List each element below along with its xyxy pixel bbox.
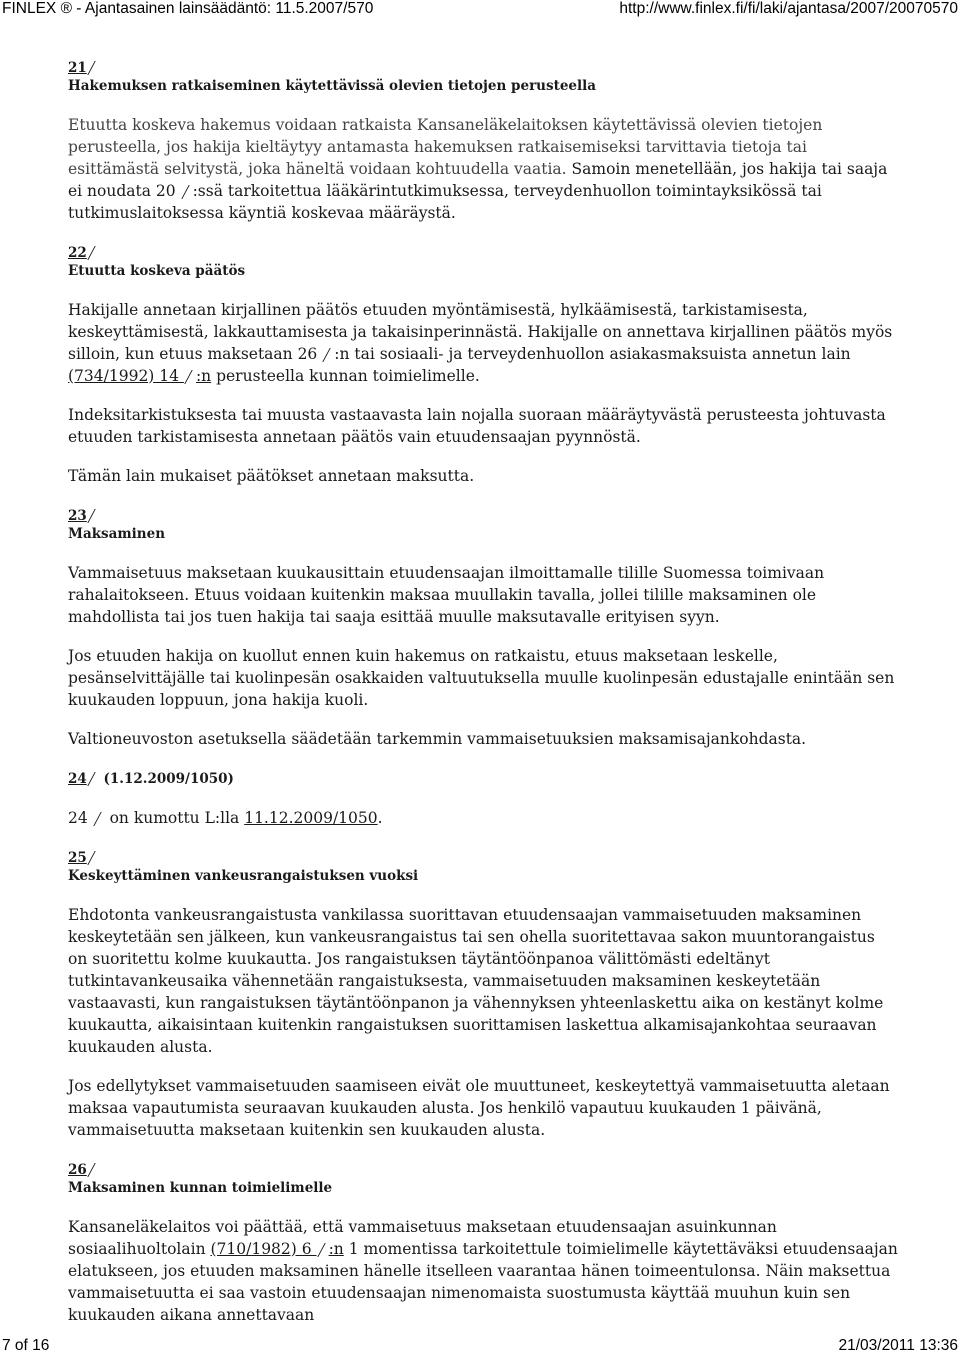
- section-23-paragraph-3: Valtioneuvoston asetuksella säädetään tarkemmin vammaisetuuksien maksamisajankohdasta.: [68, 730, 807, 748]
- section-22-paragraph-1: Hakijalle annetaan kirjallinen päätös etuuden myöntämisestä, hylkäämisestä, tarkistamisesta, keskeyttämisestä, lakkauttamisesta ja takaisinperinnästä. Hakijalle on annettava kirjallinen päätös myös silloin, kun etuus maksetaan 26 :n tai sosiaali- ja terveydenhuollon asiakasmaksuista annetun lain (734/1992) 14 :n perusteella kunnan toimielimelle.: [68, 301, 893, 385]
- page-counter: 7 of 16: [2, 1337, 50, 1354]
- section-title-26: Maksaminen kunnan toimielimelle: [68, 1180, 333, 1196]
- section-number-21[interactable]: 21: [68, 58, 898, 77]
- section-26-paragraph-1: Kansaneläkelaitos voi päättää, että vammaisetuus maksetaan etuudensaajan asuinkunnan sosiaalihuoltolain (710/1982) 6 :n 1 momentissa tarkoitettule toimielimelle käytettäväksi etuudensaajan elatukseen, jos etuuden maksaminen hänelle itselleen vaarantaa hänen toimeentulonsa. Näin maksettua vammaisetuutta ei saa vastoin etuudensaajan nimenomaista suostumusta käyttää muuhun kuin sen kuukauden aikana annettavaan: [68, 1218, 898, 1324]
- law-text: [68, 58, 898, 1326]
- section-number-24[interactable]: 24 (1.12.2009/1050): [68, 771, 234, 787]
- section-25-paragraph-2: Jos edellytykset vammaisetuuden saamiseen eivät ole muuttuneet, keskeytettyä vammaisetuutta aletaan maksaa vapautumista seuraavan kuukauden alusta. Jos henkilö vapautuu kuukauden 1 päivänä, vammaisetuutta maksetaan kuitenkin sen kuukauden alusta.: [68, 1077, 890, 1139]
- section-title-25: Keskeyttäminen vankeusrangaistuksen vuoksi: [68, 868, 419, 884]
- print-footer: [0, 1337, 960, 1357]
- section-22-paragraph-3: Tämän lain mukaiset päätökset annetaan maksutta.: [68, 467, 475, 485]
- section-sign-icon: [87, 246, 102, 260]
- section-23-paragraph-1: Vammaisetuus maksetaan kuukausittain etuudensaajan ilmoittamalle tilille Suomessa toimivaan rahalaitokseen. Etuus voidaan kuitenkin maksaa muullakin tavalla, jollei tilille maksaminen ole mahdollista tai jos tuen hakija tai saaja esittää muulle maksutavalle erityisen syyn.: [68, 564, 825, 626]
- header-page-title: FINLEX ® - Ajantasainen lainsäädäntö: 11.5.2007/570: [2, 0, 374, 17]
- section-22-paragraph-2: Indeksitarkistuksesta tai muusta vastaavasta lain nojalla suoraan määräytyvästä perusteesta johtuvasta etuuden tarkistamisesta annetaan päätös vain etuudensaajan pyynnöstä.: [68, 406, 886, 446]
- section-sign-icon: [87, 61, 102, 75]
- print-header: [0, 0, 960, 18]
- section-title-22: Etuutta koskeva päätös: [68, 263, 246, 279]
- header-url: http://www.finlex.fi/fi/laki/ajantasa/2007/20070570: [619, 0, 958, 17]
- section-21-paragraph-1: Etuutta koskeva hakemus voidaan ratkaista Kansaneläkelaitoksen käytettävissä olevien tietojen perusteella, jos hakija kieltäytyy antamasta hakemuksen ratkaisemiseksi tarvittavia tietoja tai esittämästä selvitystä, joka häneltä voidaan kohtuudella vaatia. Samoin menetellään, jos hakija tai saaja ei noudata 20 :ssä tarkoitettua lääkärintutkimuksessa, terveydenhuollon toimintayksikössä tai tutkimuslaitoksessa käyntiä koskevaa määräystä.: [68, 116, 888, 222]
- section-number-25[interactable]: 25: [68, 848, 898, 867]
- print-datetime: 21/03/2011 13:36: [838, 1337, 958, 1354]
- section-sign-icon: [87, 851, 102, 865]
- law-link-11-12-2009-1050[interactable]: 11.12.2009/1050: [244, 809, 378, 827]
- amendment-reference: (1.12.2009/1050): [103, 771, 234, 787]
- section-number-23[interactable]: 23: [68, 506, 898, 525]
- section-title-21: Hakemuksen ratkaiseminen käytettävissä olevien tietojen perusteella: [68, 78, 597, 94]
- section-24-paragraph-1: 24 on kumottu L:lla 11.12.2009/1050.: [68, 809, 383, 827]
- law-link-734-1992[interactable]: (734/1992) 14 :n: [68, 367, 212, 385]
- section-title-23: Maksaminen: [68, 526, 166, 542]
- law-link-710-1982[interactable]: (710/1982) 6 :n: [210, 1240, 344, 1258]
- section-sign-icon: [87, 509, 102, 523]
- section-25-paragraph-1: Ehdotonta vankeusrangaistusta vankilassa suorittavan etuudensaajan vammaisetuuden maksaminen keskeytetään sen jälkeen, kun vankeusrangaistus tai sen ohella suoritettavaa sakon muuntorangaistus on suoritettu kolme kuukautta. Jos rangaistuksen täytäntöönpanoa välittömästi edeltänyt tutkintavankeusaika vähennetään rangaistuksesta, vammaisetuuden maksaminen keskeytetään vastaavasti, kun rangaistuksen täytäntöönpanon ja vähennyksen yhteenlaskettu aika on kestänyt kolme kuukautta, aikaisintaan kuitenkin rangaistuksen suorittamisen laskettua alkamisajankohtaa seuraavan kuukauden alusta.: [68, 906, 884, 1056]
- section-sign-icon: [87, 772, 102, 786]
- section-number-26[interactable]: 26: [68, 1160, 898, 1179]
- section-sign-icon: [87, 1163, 102, 1177]
- section-23-paragraph-2: Jos etuuden hakija on kuollut ennen kuin hakemus on ratkaistu, etuus maksetaan leskelle, pesänselvittäjälle tai kuolinpesän osakkaiden valtuutuksella muulle kuolinpesän edustajalle enintään sen kuukauden loppuun, jona hakija kuoli.: [68, 647, 895, 709]
- section-number-22[interactable]: 22: [68, 243, 898, 262]
